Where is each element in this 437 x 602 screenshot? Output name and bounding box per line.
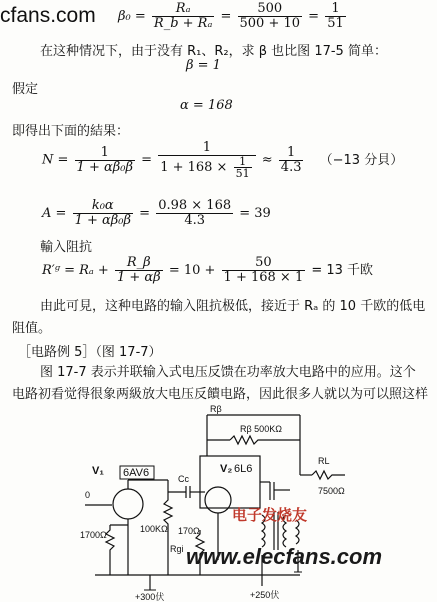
text-impedance: 輸入阻抗 [40, 240, 93, 255]
eq-beta0-frac2: $\frac{500}{500 + 10}$ [239, 1, 301, 31]
text-result: 即得出下面的結果： [12, 124, 130, 139]
v2-tube-label: 6L6 [234, 463, 253, 475]
b250-label: +250伏 [250, 590, 280, 600]
watermark-url: www.elecfans.com [186, 544, 383, 569]
eq-N-frac2: 1 1 + 168 × $\frac{1}{51}$ [158, 141, 255, 179]
text-condition: 在这种情况下，由于没有 R₁、R₂，求 β 也比图 17-5 简单： [40, 44, 387, 59]
v1-tube-symbol [113, 489, 143, 519]
circuit-diagram [0, 400, 437, 602]
rl-label: RL [318, 456, 330, 466]
cc-label: Cc [178, 474, 189, 484]
rl-value-label: 7500Ω [318, 486, 345, 496]
v2-label: V₂ [220, 463, 233, 475]
eq-beta0-lhs: β₀ = [118, 9, 146, 24]
input-label: 0 [85, 490, 91, 500]
watermark-cn: 电子发烧友 [232, 506, 308, 524]
eq-A-frac2: $\frac{0.98 \times 168}{4.3}$ [158, 198, 232, 228]
r1700-label: 1700Ω [80, 530, 107, 540]
eq-N-frac3: $\frac{1}{4.3}$ [280, 144, 302, 175]
text-assume: 假定 [12, 82, 39, 97]
eq-N-frac1: $\frac{1}{\text{1 + αβ₀β}}$ [76, 144, 133, 175]
rgi-label: Rgi [170, 544, 184, 554]
watermark-top: cfans.com [0, 4, 96, 27]
equation-beta: β = 1 [186, 58, 221, 73]
equation-beta0: β₀ = $\frac{\text{Rₐ}}{\text{R\_b + Rₐ}}$ = $\frac{500}{500 + 10}$ = $\frac{1}{51}$ [118, 1, 344, 31]
equation-alpha: α = 168 [180, 98, 233, 113]
eq-N-note: （−13 分貝） [319, 152, 404, 168]
eq-R-frac1: $\frac{R\_\beta}{1 + \alpha\beta}$ [116, 255, 161, 285]
r100k-label: 100KΩ [140, 524, 168, 534]
v1-tube-label: 6AV6 [123, 467, 150, 479]
equation-R: R′ᵍ = Rₐ + $\frac{R\_\beta}{1 + \alpha\beta}$ = 10 + $\frac{50}{1 + 168 \times 1}$ = 13 千欧 [42, 255, 374, 285]
eq-A-frac1: $\frac{\text{k₀α}}{\text{1 + αβ₀β}}$ [74, 198, 132, 228]
v2-tube-symbol [205, 487, 231, 513]
equation-N: N = $\frac{1}{\text{1 + αβ₀β}}$ = 1 1 + 168 × $\frac{1}{51}$ ≈ $\frac{1}{4.3}$ （−13 分貝） [42, 140, 404, 180]
eq-beta0-frac1: $\frac{\text{Rₐ}}{\text{R\_b + Rₐ}}$ [153, 1, 213, 31]
equation-A: A = $\frac{\text{k₀α}}{\text{1 + αβ₀β}}$ = $\frac{0.98 \times 168}{4.3}$ = 39 [42, 198, 271, 228]
eq-beta0-frac3: $\frac{1}{51}$ [327, 1, 344, 31]
r170-label: 170Ω [178, 526, 200, 536]
eq-R-frac2: $\frac{50}{1 + 168 \times 1}$ [223, 255, 304, 285]
b300-label: +300伏 [135, 592, 165, 602]
rb-500k-label: Rβ 500KΩ [240, 424, 282, 434]
v1-label: V₁ [92, 465, 104, 477]
paragraph-1: 由此可見，这种电路的输入阻抗极低，接近于 Rₐ 的 10 千欧的低电阻值。 [12, 299, 426, 336]
example-heading: ［电路例 5］（图 17-7） [18, 345, 162, 360]
paragraph-2: 图 17-7 表示并联输入式电压反馈在功率放大电路中的应用。这个电路初看觉得很象两級放大电压反饋电路，因此很多人就以为可以照这样 [12, 365, 428, 402]
rb-top-label: Rβ [210, 404, 222, 414]
